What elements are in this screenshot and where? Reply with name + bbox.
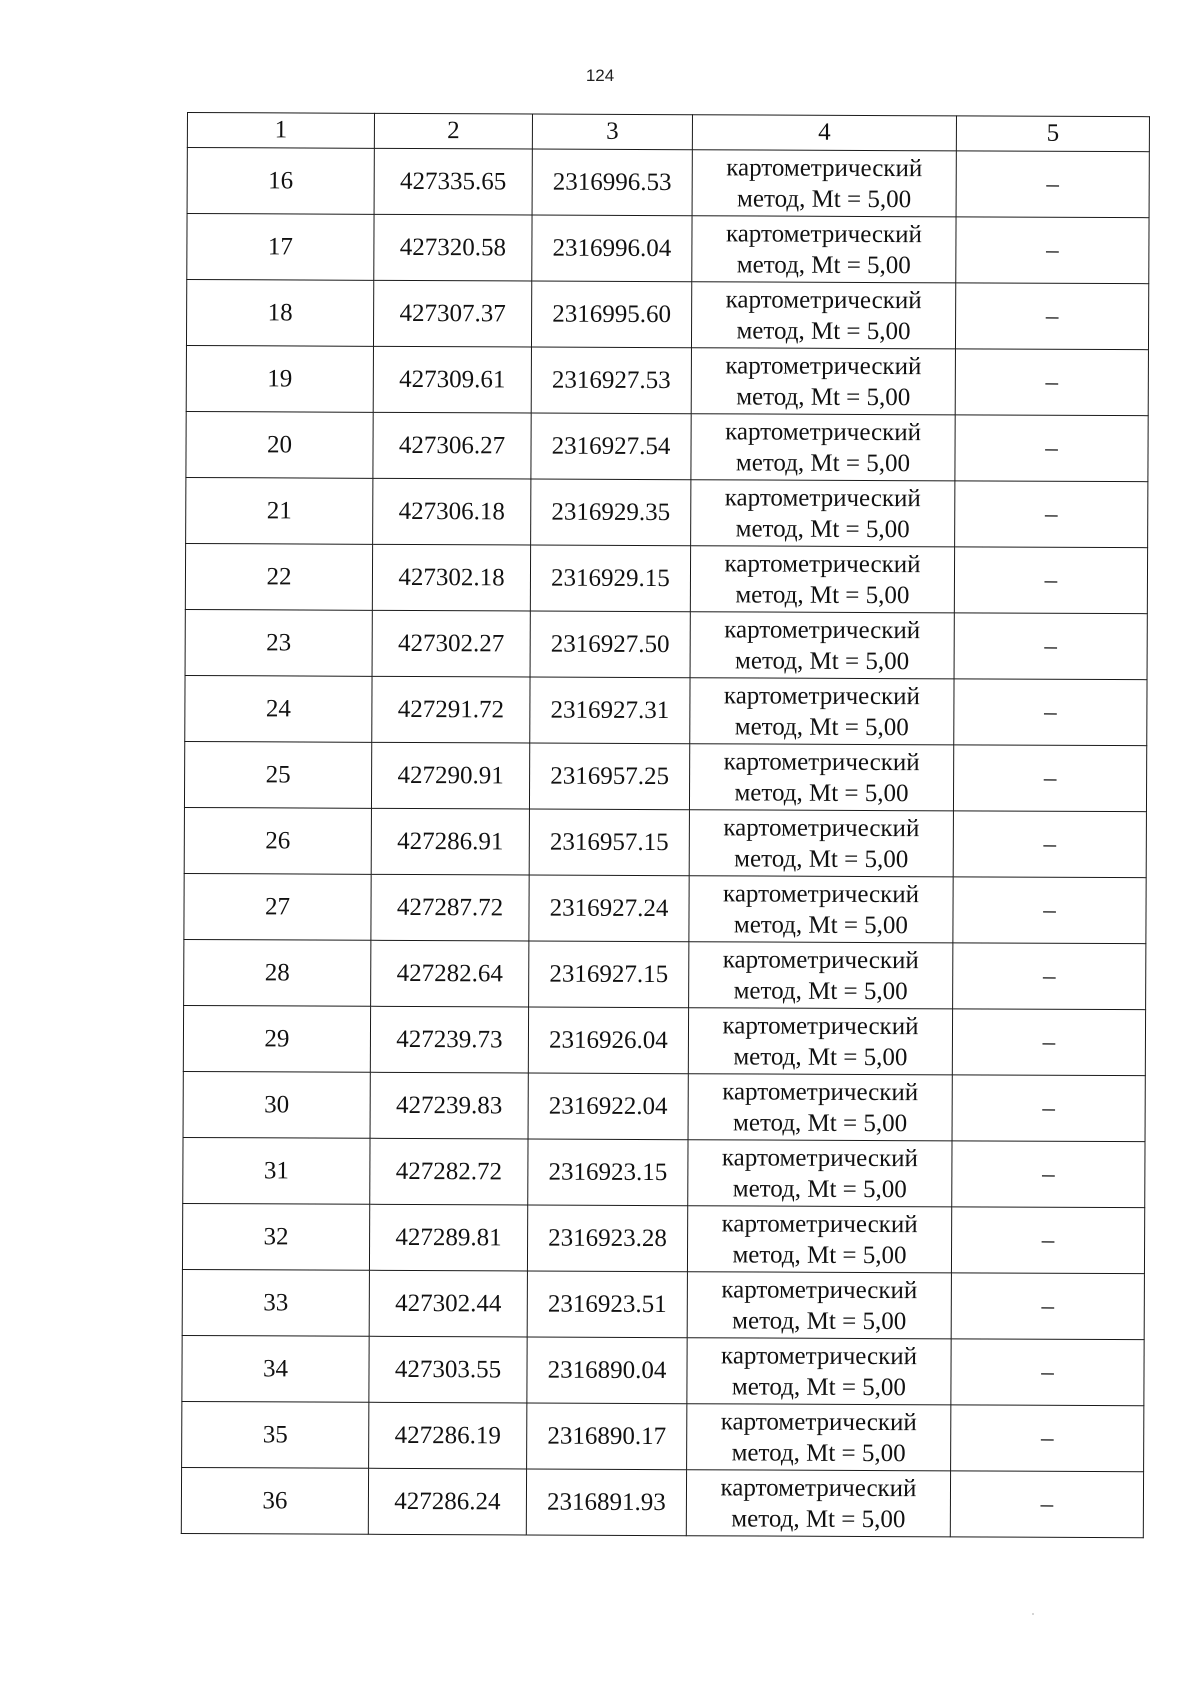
y-coordinate-cell: 2316957.25	[529, 743, 689, 810]
method-line-2: метод, Mt = 5,00	[731, 1372, 907, 1401]
table-row	[187, 148, 1149, 218]
method-line-2: метод, Mt = 5,00	[734, 778, 909, 807]
table-row	[183, 1005, 1145, 1075]
point-number-cell: 28	[184, 939, 371, 1006]
column-header-4: 4	[692, 115, 956, 151]
y-coordinate-cell: 2316923.51	[527, 1271, 687, 1338]
method-line-2: метод, Mt = 5,00	[733, 976, 908, 1005]
point-number-cell: 34	[182, 1335, 369, 1402]
note-cell: –	[953, 811, 1146, 878]
x-coordinate-cell: 427303.55	[369, 1336, 527, 1403]
method-cell	[686, 1470, 950, 1537]
method-cell	[691, 348, 955, 415]
point-number-cell: 27	[184, 873, 371, 940]
method-line-2: метод, Mt = 5,00	[733, 1042, 908, 1071]
method-line-1: картометрический	[720, 1407, 917, 1436]
method-cell	[689, 876, 953, 943]
note-cell: –	[952, 1075, 1145, 1142]
method-line-2: метод, Mt = 5,00	[732, 1240, 907, 1269]
method-cell	[690, 546, 954, 613]
y-coordinate-cell: 2316929.35	[531, 479, 691, 546]
point-number-cell: 16	[187, 148, 374, 215]
y-coordinate-cell: 2316927.31	[530, 677, 690, 744]
y-coordinate-cell: 2316922.04	[528, 1073, 688, 1140]
x-coordinate-cell: 427307.37	[373, 280, 531, 347]
x-coordinate-cell: 427239.83	[370, 1072, 528, 1139]
y-coordinate-cell: 2316996.53	[532, 149, 692, 216]
point-number-cell: 22	[185, 543, 372, 610]
table-row	[184, 939, 1146, 1009]
column-header-2: 2	[374, 113, 532, 149]
point-number-cell: 21	[186, 477, 373, 544]
y-coordinate-cell: 2316923.28	[527, 1205, 687, 1272]
method-line-1: картометрический	[723, 747, 920, 776]
method-line-1: картометрический	[721, 1275, 918, 1304]
note-cell: –	[954, 547, 1147, 614]
table-row	[184, 807, 1146, 877]
method-line-1: картометрический	[725, 285, 922, 314]
method-line-2: метод, Mt = 5,00	[734, 712, 909, 741]
method-line-2: метод, Mt = 5,00	[731, 1438, 906, 1467]
method-line-2: метод, Mt = 5,00	[735, 448, 911, 477]
method-line-2: метод, Mt = 5,00	[735, 514, 910, 543]
point-number-cell: 24	[185, 675, 372, 742]
x-coordinate-cell: 427302.27	[372, 610, 530, 677]
method-cell	[690, 612, 954, 679]
table-row	[186, 411, 1148, 481]
x-coordinate-cell: 427286.19	[369, 1402, 527, 1469]
note-cell: –	[953, 745, 1146, 812]
method-line-1: картометрический	[724, 615, 921, 644]
method-cell	[687, 1404, 951, 1471]
method-cell	[691, 414, 955, 481]
method-cell	[692, 216, 956, 283]
method-cell	[689, 942, 953, 1009]
x-coordinate-cell: 427286.24	[368, 1468, 526, 1535]
point-number-cell: 36	[181, 1467, 368, 1534]
y-coordinate-cell: 2316923.15	[528, 1139, 688, 1206]
method-line-1: картометрический	[722, 945, 919, 974]
y-coordinate-cell: 2316891.93	[526, 1469, 686, 1536]
x-coordinate-cell: 427302.44	[369, 1270, 527, 1337]
method-cell	[688, 1074, 952, 1141]
table-row	[181, 1467, 1143, 1537]
note-cell: –	[952, 1009, 1145, 1076]
point-number-cell: 29	[183, 1005, 370, 1072]
method-line-1: картометрический	[725, 417, 922, 446]
method-line-1: картометрический	[723, 813, 920, 842]
note-cell: –	[955, 349, 1148, 416]
table-row	[183, 1137, 1145, 1207]
point-number-cell: 17	[187, 214, 374, 281]
method-cell	[687, 1338, 951, 1405]
method-line-1: картометрический	[723, 681, 921, 710]
note-cell: –	[956, 217, 1149, 284]
table-row	[182, 1269, 1144, 1339]
x-coordinate-cell: 427302.18	[372, 544, 530, 611]
method-line-1: картометрический	[725, 219, 923, 248]
y-coordinate-cell: 2316995.60	[531, 281, 691, 348]
method-line-2: метод, Mt = 5,00	[733, 910, 909, 939]
y-coordinate-cell: 2316927.54	[531, 413, 691, 480]
header-row	[187, 113, 1149, 152]
x-coordinate-cell: 427282.64	[371, 940, 529, 1007]
point-number-cell: 18	[186, 280, 373, 347]
point-number-cell: 23	[185, 609, 372, 676]
table-row	[185, 543, 1147, 613]
y-coordinate-cell: 2316927.50	[530, 611, 690, 678]
method-line-2: метод, Mt = 5,00	[735, 646, 910, 675]
table-row	[183, 1071, 1145, 1141]
x-coordinate-cell: 427306.27	[373, 412, 531, 479]
method-line-2: метод, Mt = 5,00	[732, 1174, 907, 1203]
method-line-2: метод, Mt = 5,00	[731, 1504, 906, 1533]
table-row	[182, 1401, 1144, 1471]
point-number-cell: 26	[184, 807, 371, 874]
y-coordinate-cell: 2316926.04	[528, 1007, 688, 1074]
method-line-2: метод, Mt = 5,00	[735, 580, 910, 609]
method-line-1: картометрический	[724, 549, 921, 578]
note-cell: –	[951, 1405, 1144, 1472]
table-header	[187, 113, 1149, 152]
method-line-1: картометрический	[721, 1143, 918, 1172]
method-line-1: картометрический	[721, 1209, 918, 1238]
y-coordinate-cell: 2316890.04	[527, 1337, 687, 1404]
table-row	[186, 280, 1148, 350]
method-line-2: метод, Mt = 5,00	[734, 844, 909, 873]
x-coordinate-cell: 427290.91	[371, 742, 529, 809]
method-line-1: картометрический	[724, 483, 921, 512]
point-number-cell: 25	[184, 741, 371, 808]
note-cell: –	[951, 1273, 1144, 1340]
table-row	[184, 741, 1146, 811]
y-coordinate-cell: 2316929.15	[530, 545, 690, 612]
method-cell	[689, 810, 953, 877]
x-coordinate-cell: 427306.18	[373, 478, 531, 545]
note-cell: –	[956, 151, 1149, 218]
method-cell	[691, 282, 955, 349]
note-cell: –	[955, 415, 1148, 482]
table-row	[185, 609, 1147, 679]
note-cell: –	[954, 679, 1147, 746]
method-cell	[688, 1140, 952, 1207]
note-cell: –	[955, 481, 1148, 548]
method-cell	[692, 150, 956, 217]
note-cell: –	[951, 1339, 1144, 1406]
x-coordinate-cell: 427286.91	[371, 808, 529, 875]
note-cell: –	[951, 1207, 1144, 1274]
table-row	[186, 477, 1148, 547]
method-line-1: картометрический	[721, 1341, 918, 1370]
point-number-cell: 31	[183, 1137, 370, 1204]
point-number-cell: 35	[182, 1401, 369, 1468]
table-row	[186, 345, 1148, 415]
table-row	[182, 1335, 1144, 1405]
point-number-cell: 20	[186, 411, 373, 478]
y-coordinate-cell: 2316890.17	[527, 1403, 687, 1470]
y-coordinate-cell: 2316927.53	[531, 347, 691, 414]
x-coordinate-cell: 427289.81	[369, 1204, 527, 1271]
x-coordinate-cell: 427309.61	[373, 346, 531, 413]
note-cell: –	[954, 613, 1147, 680]
y-coordinate-cell: 2316957.15	[529, 809, 689, 876]
note-cell: –	[952, 1141, 1145, 1208]
coordinates-table	[181, 112, 1150, 1538]
method-line-1: картометрический	[720, 1473, 917, 1502]
column-header-1: 1	[187, 113, 374, 149]
method-line-2: метод, Mt = 5,00	[737, 184, 912, 213]
column-header-5: 5	[956, 116, 1149, 152]
y-coordinate-cell: 2316927.24	[529, 875, 689, 942]
x-coordinate-cell: 427320.58	[374, 214, 532, 281]
method-line-2: метод, Mt = 5,00	[736, 316, 911, 345]
method-line-2: метод, Mt = 5,00	[732, 1306, 907, 1335]
table-body	[181, 148, 1149, 1538]
page-number: 124	[585, 66, 615, 85]
method-cell	[687, 1206, 951, 1273]
table-row	[182, 1203, 1144, 1273]
y-coordinate-cell: 2316927.15	[529, 941, 689, 1008]
x-coordinate-cell: 427335.65	[374, 148, 532, 215]
note-cell: –	[953, 877, 1146, 944]
point-number-cell: 19	[186, 345, 373, 412]
scan-speck	[1032, 1613, 1034, 1615]
column-header-3: 3	[532, 114, 692, 150]
x-coordinate-cell: 427287.72	[371, 874, 529, 941]
y-coordinate-cell: 2316996.04	[532, 215, 692, 282]
method-cell	[690, 678, 954, 745]
point-number-cell: 33	[182, 1269, 369, 1336]
method-line-2: метод, Mt = 5,00	[736, 250, 911, 279]
note-cell: –	[955, 283, 1148, 350]
method-line-2: метод, Mt = 5,00	[736, 382, 911, 411]
method-line-1: картометрический	[722, 1077, 919, 1106]
method-line-2: метод, Mt = 5,00	[733, 1108, 908, 1137]
method-cell	[691, 480, 955, 547]
method-cell	[688, 1008, 952, 1075]
method-cell	[687, 1272, 951, 1339]
table-row	[187, 214, 1149, 284]
method-line-1: картометрический	[725, 351, 922, 380]
method-line-1: картометрический	[722, 1011, 919, 1040]
method-cell	[689, 744, 953, 811]
method-line-1: картометрический	[726, 153, 923, 182]
x-coordinate-cell: 427291.72	[372, 676, 530, 743]
table-row	[184, 873, 1146, 943]
x-coordinate-cell: 427282.72	[370, 1138, 528, 1205]
table-row	[185, 675, 1147, 745]
note-cell: –	[953, 943, 1146, 1010]
note-cell: –	[950, 1471, 1143, 1538]
x-coordinate-cell: 427239.73	[370, 1006, 528, 1073]
point-number-cell: 32	[182, 1203, 369, 1270]
method-line-1: картометрический	[723, 879, 920, 908]
point-number-cell: 30	[183, 1071, 370, 1138]
